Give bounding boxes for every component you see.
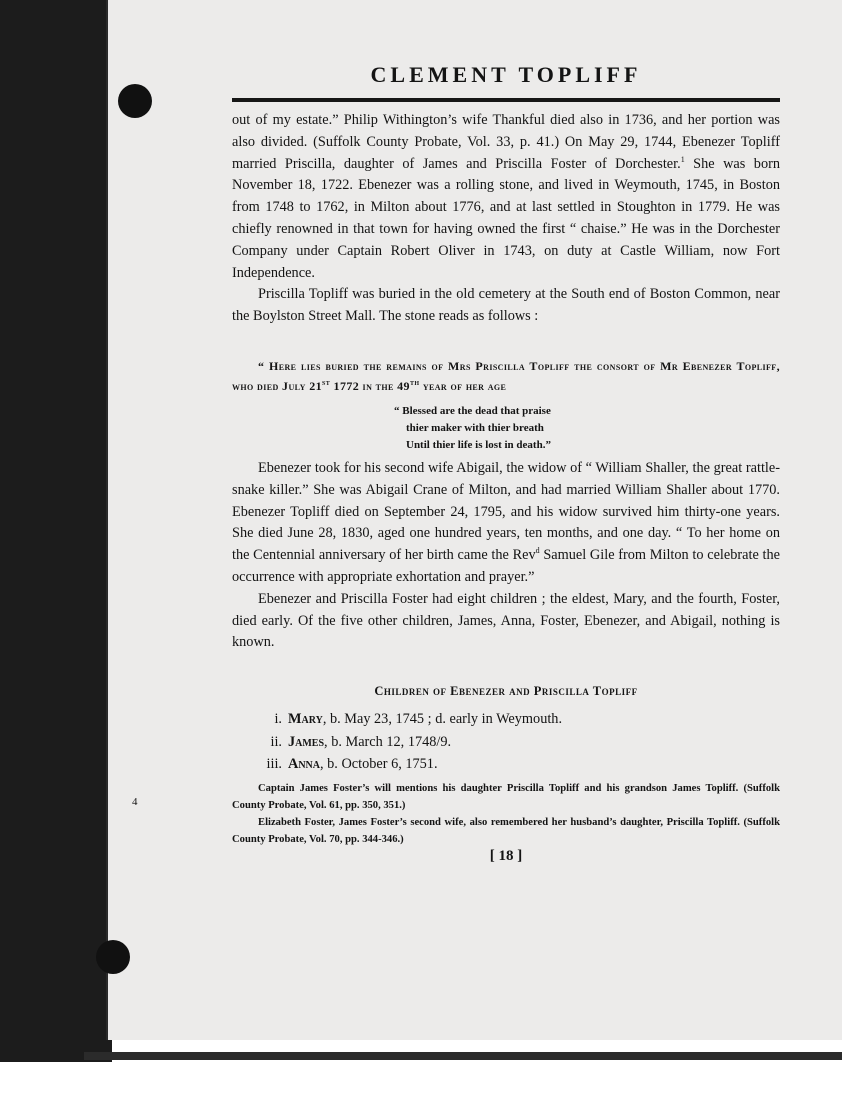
footnote-ref: 1 <box>680 154 685 164</box>
children-heading: Children of Ebenezer and Priscilla Topliff <box>374 684 638 698</box>
page-number: [ 18 ] <box>489 848 523 864</box>
scan-bottom-margin <box>0 1062 842 1096</box>
header-rule <box>232 98 780 102</box>
epitaph-verse <box>394 403 654 454</box>
scan-left-margin <box>0 0 112 1096</box>
paragraph-3: Ebenezer took for his second wife Abigail, the widow of “ William Shaller, the great rattle-snake killer.” She was Abigail Crane of Milton, and had married William Shaller about 1770. Ebenezer Topliff died on September 24, 1795, and his widow survived him thirty-one years. She died June 28, 1830, aged one hundred years, ten months, and one day. “ To her home on the Centennial anniversary of her birth came the Rev$^d$ Samuel Gile from Milton to celebrate the occurrence with appropriate exhortation and prayer.” <box>232 460 780 585</box>
footnote: Captain James Foster’s will mentions his daughter Priscilla Topliff and his grandson James Topliff. (Suffolk County Probate, Vol. 61, pp. 350, 351.) <box>232 783 780 811</box>
page-title: CLEMENT TOPLIFF <box>370 62 642 87</box>
footnotes <box>232 780 780 848</box>
list-item: iii. Anna, b. October 6, 1751. <box>266 756 438 772</box>
list-item: ii. James, b. March 12, 1748/9. <box>270 733 452 750</box>
paragraph-2: Priscilla Topliff was buried in the old cemetery at the South end of Boston Common, near the Boylston Street Mall. The stone reads as follows : <box>232 286 780 325</box>
footnote: Elizabeth Foster, James Foster’s second wife, also remembered her husband’s daughter, Priscilla Topliff. (Suffolk County Probate, Vol. 70, pp. 344-346.) <box>232 817 780 845</box>
verse-line: thier maker with thier breath <box>406 422 544 434</box>
paragraph-4: Ebenezer and Priscilla Foster had eight children ; the eldest, Mary, and the fourth, Foster, died early. Of the five other children, James, Anna, Foster, Ebenezer, and Abigail, nothing is known. <box>232 590 780 651</box>
paragraph-1: out of my estate.” Philip Withington’s wife Thankful died also in 1736, and her portion was also divided. (Suffolk County Probate, Vol. 33, p. 41.) On May 29, 1744, Ebenezer Topliff married Priscilla, daughter of James and Priscilla Foster of Dorchester.$^1$ She was born November 18, 1722. Ebenezer was a rolling stone, and lived in Weymouth, 1745, in Boston from 1748 to 1762, in Milton about 1776, and at last settled in Stoughton in 1779. He was chiefly renowned in that town for having owned the first “ chaise.” He was in the Dorchester Company under Captain Robert Oliver in 1743, on duty at Castle William, now Fort Independence. <box>232 112 780 281</box>
children-list <box>256 708 776 776</box>
punch-hole-bottom <box>96 940 130 974</box>
margin-mark: 4 <box>132 796 138 808</box>
list-item: i. Mary, b. May 23, 1745 ; d. early in Weymouth. <box>274 711 563 727</box>
body-text-bottom <box>232 458 780 654</box>
scan-bottom-edge <box>84 1052 842 1060</box>
epitaph: “ Here lies buried the remains of Mrs Priscilla Topliff the consort of Mr Ebenezer Topliff, who died July 21st 1772 in the 49th year of her age <box>232 359 780 393</box>
punch-hole-top <box>118 84 152 118</box>
verse-line: Until thier life is lost in death.” <box>406 439 551 451</box>
verse-line: “ Blessed are the dead that praise <box>394 405 551 417</box>
body-text-top <box>232 110 780 328</box>
